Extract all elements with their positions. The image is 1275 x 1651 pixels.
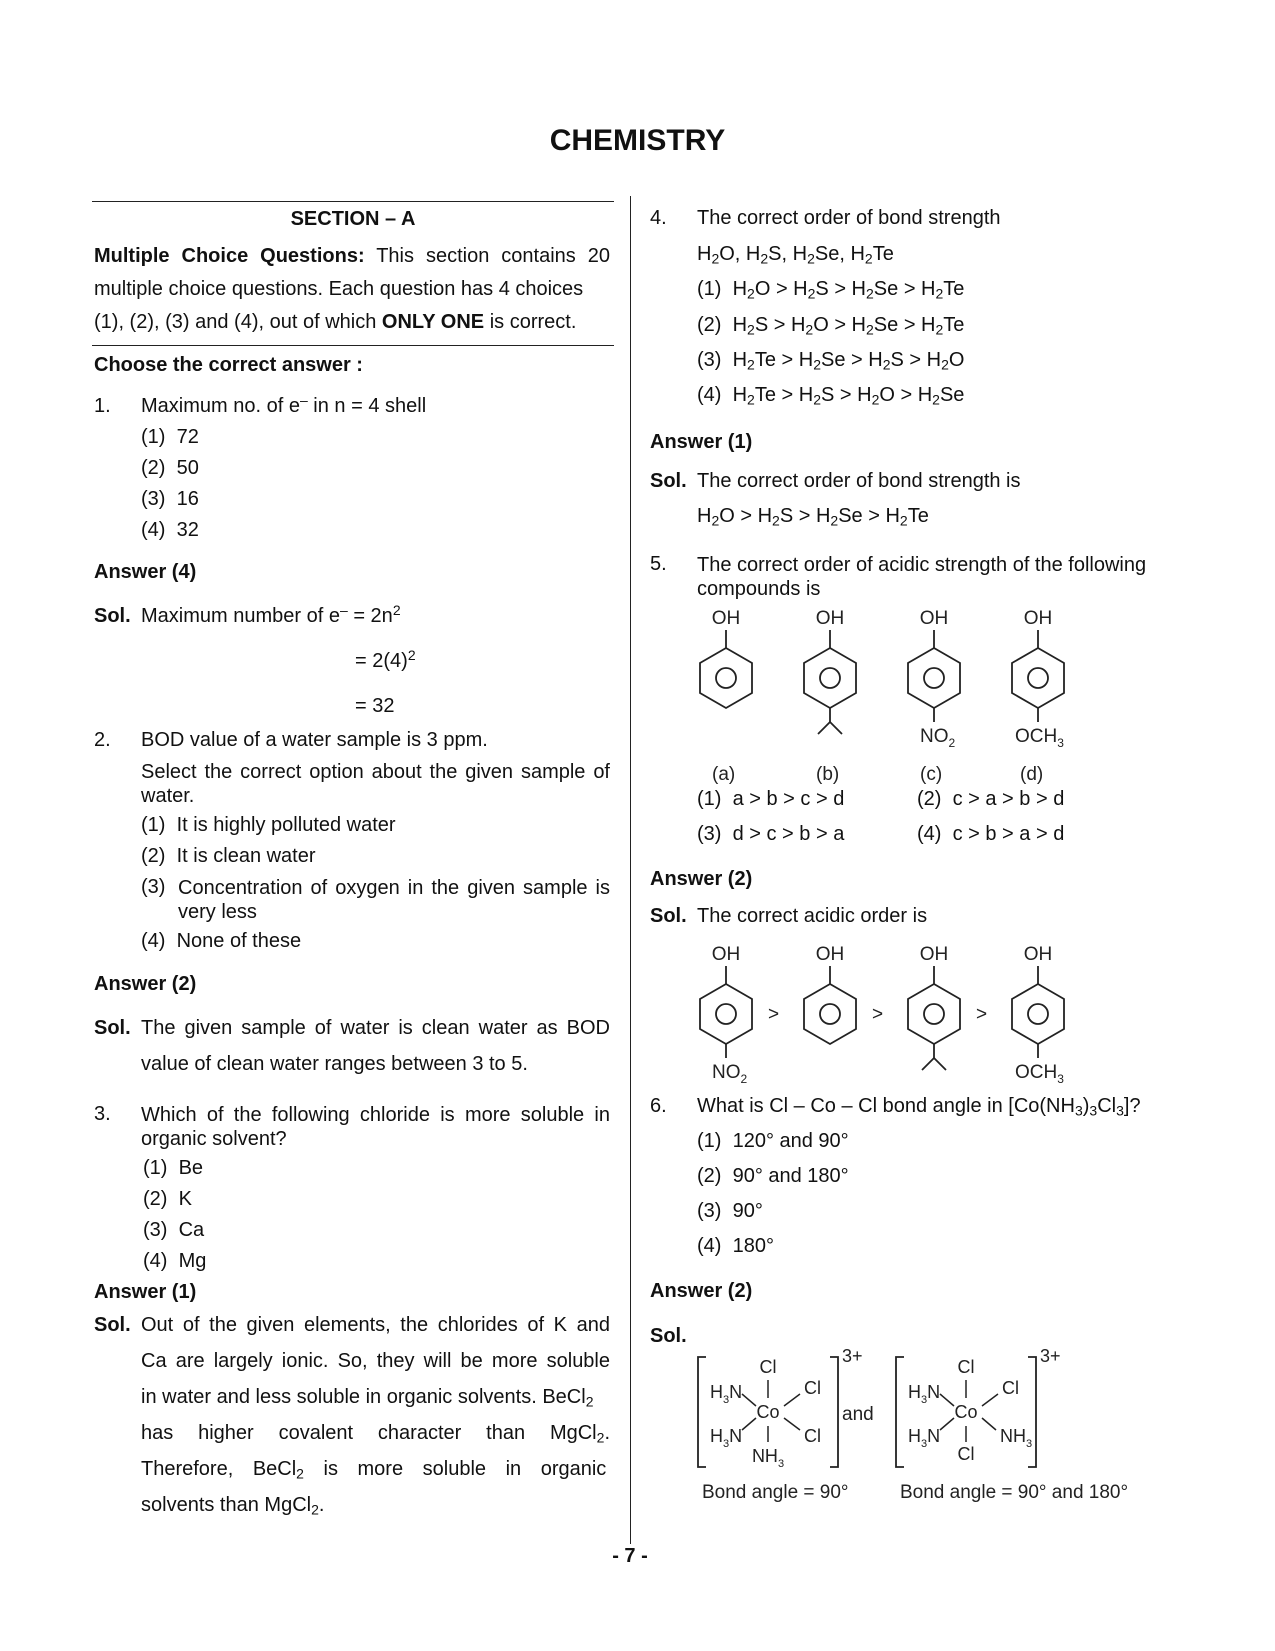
phenol-structures <box>690 600 1110 800</box>
option-number: (4) <box>697 384 722 406</box>
option <box>697 314 964 337</box>
option <box>697 1235 774 1258</box>
option <box>697 788 844 811</box>
structure-label: (c) <box>920 764 943 785</box>
solution-text: The given sample of water is clean water as BOD <box>141 1017 610 1039</box>
option <box>141 519 199 542</box>
option-text: c > b > a > d <box>952 823 1065 845</box>
section-intro-line1 <box>94 245 610 268</box>
cl-label: Cl <box>759 1357 777 1377</box>
answer: Answer (2) <box>650 868 753 890</box>
h3n-label: $H_3N$ <box>908 1382 941 1406</box>
sol-label: Sol. <box>650 470 687 492</box>
option-text: $H_2S > H_2O > H_2Se > H_2Te$ <box>732 314 965 338</box>
option-text: $H_2O > H_2S > H_2Se > H_2Te$ <box>732 278 965 302</box>
solution-text: The correct order of bond strength is <box>697 470 1021 492</box>
question-number: 5. <box>650 553 667 575</box>
answer: Answer (4) <box>94 561 197 583</box>
phenol-nitro <box>700 944 752 1086</box>
no2-label: $NO_2$ <box>920 726 956 750</box>
oh-label: OH <box>815 608 845 629</box>
cl-label: Cl <box>804 1378 821 1398</box>
cl-label: Cl <box>957 1444 975 1464</box>
and-label: and <box>842 1404 874 1425</box>
greater-than: > <box>976 1004 988 1025</box>
question-text: The correct order of acidic strength of the following compounds is <box>697 554 1147 600</box>
charge-label: 3+ <box>842 1346 863 1366</box>
sol-text: = 2n <box>347 605 393 627</box>
question-number: 4. <box>650 207 667 229</box>
solution-text: value of clean water ranges between 3 to 5. <box>141 1053 528 1075</box>
question-text: The correct order of bond strength <box>697 207 1001 229</box>
phenol-plain <box>804 944 856 1044</box>
question-text: Which of the following chloride is more soluble in organic solvent? <box>141 1104 610 1150</box>
solution-text <box>141 1494 324 1517</box>
phenol-d <box>1012 608 1064 750</box>
sol-label: Sol. <box>650 1325 687 1347</box>
oh-label: OH <box>815 944 845 965</box>
och3-label: $OCH_3$ <box>1015 1062 1064 1086</box>
option <box>143 1219 204 1242</box>
option-text: Concentration of oxygen in the given sample is very less <box>178 877 610 923</box>
section-intro-line3 <box>94 311 576 334</box>
option-text: c > a > b > d <box>952 788 1065 810</box>
option-number: (1) <box>141 814 166 836</box>
phenol-c <box>908 608 960 750</box>
h3n-label: $H_3N$ <box>908 1426 941 1450</box>
option <box>697 1200 763 1223</box>
q1-text: in n = 4 shell <box>307 395 427 417</box>
option-text: It is highly polluted water <box>176 814 396 836</box>
option-text: Ca <box>178 1219 205 1241</box>
solution-text <box>141 602 401 628</box>
sol-text: . <box>318 1494 325 1516</box>
subscript: 2 <box>296 1465 304 1482</box>
cl-label: Cl <box>1002 1378 1019 1398</box>
structure-label: (d) <box>1020 764 1044 785</box>
solution-text <box>141 1386 610 1409</box>
solution-text: Out of the given elements, the chlorides of K and <box>141 1314 610 1336</box>
section-heading: SECTION – A <box>290 208 416 230</box>
phenol-b <box>804 608 856 734</box>
solution-text <box>141 1458 610 1481</box>
co-label: Co <box>954 1402 978 1422</box>
sol-label: Sol. <box>94 1017 131 1039</box>
oh-label: OH <box>919 944 949 965</box>
acidic-order-structures <box>690 938 1110 1088</box>
column-divider <box>630 196 631 1544</box>
sol-text: solvents than MgCl <box>141 1494 312 1516</box>
fac-isomer <box>698 1346 863 1470</box>
option-number: (1) <box>697 788 722 810</box>
question-number: 1. <box>94 395 111 417</box>
option <box>697 823 844 846</box>
bond-angle-caption: Bond angle = 90° <box>702 1482 849 1503</box>
option <box>143 1157 203 1180</box>
option <box>143 1250 206 1273</box>
instruction: Choose the correct answer : <box>94 354 363 376</box>
option-number: (1) <box>143 1157 168 1179</box>
solution-text: The correct acidic order is <box>697 905 928 927</box>
sol-text: Maximum number of e <box>141 605 340 627</box>
option <box>917 823 1064 846</box>
option-number: (3) <box>141 488 166 510</box>
option-number: (3) <box>143 1219 168 1241</box>
option-number: (2) <box>141 457 166 479</box>
option-number: (4) <box>697 1235 722 1257</box>
answer: Answer (1) <box>650 431 753 453</box>
option <box>917 788 1064 811</box>
cl-label: Cl <box>804 1426 821 1446</box>
option-text: 32 <box>176 519 199 541</box>
bond-angle-caption: Bond angle = 90° and 180° <box>900 1482 1129 1503</box>
intro-emphasis: ONLY ONE <box>381 311 485 333</box>
option-text: $H_2Te > H_2S > H_2O > H_2Se$ <box>732 384 965 408</box>
question-number: 2. <box>94 729 111 751</box>
mer-isomer <box>896 1346 1061 1467</box>
h3n-label: $H_3N$ <box>710 1426 743 1450</box>
solution-step: = 32 <box>355 695 395 717</box>
oh-label: OH <box>919 608 949 629</box>
option <box>697 349 964 372</box>
option-number: (2) <box>917 788 942 810</box>
question-text <box>141 392 427 418</box>
solution-text <box>141 1422 610 1445</box>
option-text: None of these <box>176 930 302 952</box>
answer: Answer (2) <box>94 973 197 995</box>
no2-label: $NO_2$ <box>712 1062 748 1086</box>
oh-label: OH <box>711 608 741 629</box>
intro-text: This section contains 20 <box>376 245 610 267</box>
phenol-methoxy <box>1012 944 1064 1086</box>
compound-list: $H_2O$, $H_2S$, $H_2Se$, $H_2Te$ <box>697 243 894 267</box>
superscript: – <box>299 392 308 408</box>
intro-text: (1), (2), (3) and (4), out of which <box>94 311 377 333</box>
intro-bold: Multiple Choice Questions: <box>94 245 365 267</box>
sol-text: Therefore, BeCl <box>141 1458 297 1480</box>
oh-label: OH <box>1023 944 1053 965</box>
option-text: 90° and 180° <box>732 1165 849 1187</box>
solution-step <box>355 647 416 673</box>
option-number: (2) <box>697 314 722 336</box>
option <box>697 1130 849 1153</box>
option-number: (3) <box>697 823 722 845</box>
option-text: K <box>178 1188 192 1210</box>
option-number: (4) <box>141 519 166 541</box>
option-number: (4) <box>141 930 166 952</box>
option-number: (1) <box>141 426 166 448</box>
option-number: (4) <box>143 1250 168 1272</box>
subscript: 2 <box>311 1501 319 1518</box>
sol-text: has higher covalent character than MgCl <box>141 1422 597 1444</box>
option-text: 90° <box>732 1200 763 1222</box>
option-text: 16 <box>176 488 199 510</box>
section-intro-line2: multiple choice questions. Each question has 4 choices <box>94 278 584 300</box>
option-text: It is clean water <box>176 845 316 867</box>
option-text: Mg <box>178 1250 207 1272</box>
greater-than: > <box>872 1004 884 1025</box>
oh-label: OH <box>1023 608 1053 629</box>
option-number: (2) <box>697 1165 722 1187</box>
option <box>141 488 199 511</box>
structure-label: (b) <box>816 764 840 785</box>
q1-text: Maximum no. of e <box>141 395 300 417</box>
option-number: (2) <box>143 1188 168 1210</box>
sol-label: Sol. <box>94 605 131 627</box>
oh-label: OH <box>711 944 741 965</box>
top-rule-left <box>92 201 614 202</box>
option <box>141 930 301 953</box>
question-text: BOD value of a water sample is 3 ppm. <box>141 729 488 751</box>
option <box>697 278 964 301</box>
superscript: – <box>339 602 348 618</box>
option-number: (4) <box>917 823 942 845</box>
greater-than: > <box>768 1004 780 1025</box>
option <box>697 1165 849 1188</box>
superscript: 2 <box>392 602 401 618</box>
phenol-a <box>700 608 752 708</box>
question-number: 3. <box>94 1103 111 1125</box>
co-label: Co <box>756 1402 780 1422</box>
option <box>141 457 199 480</box>
option-number: (3) <box>141 876 166 898</box>
option-text: 120° and 90° <box>732 1130 849 1152</box>
solution-text: Ca are largely ionic. So, they will be more soluble <box>141 1350 610 1372</box>
page-number: - 7 - <box>612 1545 648 1567</box>
question-text: Select the correct option about the given sample of water. <box>141 761 610 807</box>
subscript: 2 <box>585 1393 594 1410</box>
och3-label: $OCH_3$ <box>1015 726 1064 750</box>
sol-text: is more soluble in organic <box>303 1458 607 1480</box>
section-rule <box>92 345 614 346</box>
option-text: 50 <box>176 457 199 479</box>
option-number: (2) <box>141 845 166 867</box>
option-number: (3) <box>697 1200 722 1222</box>
complex-isomers <box>690 1342 1160 1507</box>
option <box>141 845 316 868</box>
intro-text: is correct. <box>489 311 577 333</box>
option <box>697 384 964 407</box>
option-text: a > b > c > d <box>732 788 845 810</box>
solution-text: $H_2O > H_2S > H_2Se > H_2Te$ <box>697 505 929 529</box>
nh3-label: $NH_3$ <box>751 1446 785 1470</box>
question-number: 6. <box>650 1095 667 1117</box>
option-number: (1) <box>697 278 722 300</box>
answer: Answer (1) <box>94 1281 197 1303</box>
sol-label: Sol. <box>94 1314 131 1336</box>
answer: Answer (2) <box>650 1280 753 1302</box>
option-text: 180° <box>732 1235 774 1257</box>
cl-label: Cl <box>957 1357 975 1377</box>
option-number: (3) <box>697 349 722 371</box>
option <box>143 1188 192 1211</box>
option-text: 72 <box>176 426 199 448</box>
sol-text: = 2(4) <box>355 650 408 672</box>
question-text: What is Cl – Co – Cl bond angle in $[Co(NH_3)_3Cl_3]$? <box>697 1095 1141 1119</box>
sol-text: in water and less soluble in organic solvents. BeCl <box>141 1386 586 1408</box>
phenol-isopropyl <box>908 944 960 1070</box>
sol-text: . <box>604 1422 610 1444</box>
structure-label: (a) <box>712 764 736 785</box>
option-number: (1) <box>697 1130 722 1152</box>
option <box>141 814 396 837</box>
option-text: Be <box>178 1157 204 1179</box>
charge-label: 3+ <box>1040 1346 1061 1366</box>
superscript: 2 <box>407 647 416 663</box>
option <box>141 426 199 449</box>
option-text: $H_2Te > H_2Se > H_2S > H_2O$ <box>732 349 965 373</box>
option-text: d > c > b > a <box>732 823 845 845</box>
page-title: CHEMISTRY <box>549 124 726 157</box>
sol-label: Sol. <box>650 905 687 927</box>
h3n-label: $H_3N$ <box>710 1382 743 1406</box>
nh3-label: $NH_3$ <box>1000 1426 1033 1450</box>
subscript: 2 <box>596 1429 605 1446</box>
